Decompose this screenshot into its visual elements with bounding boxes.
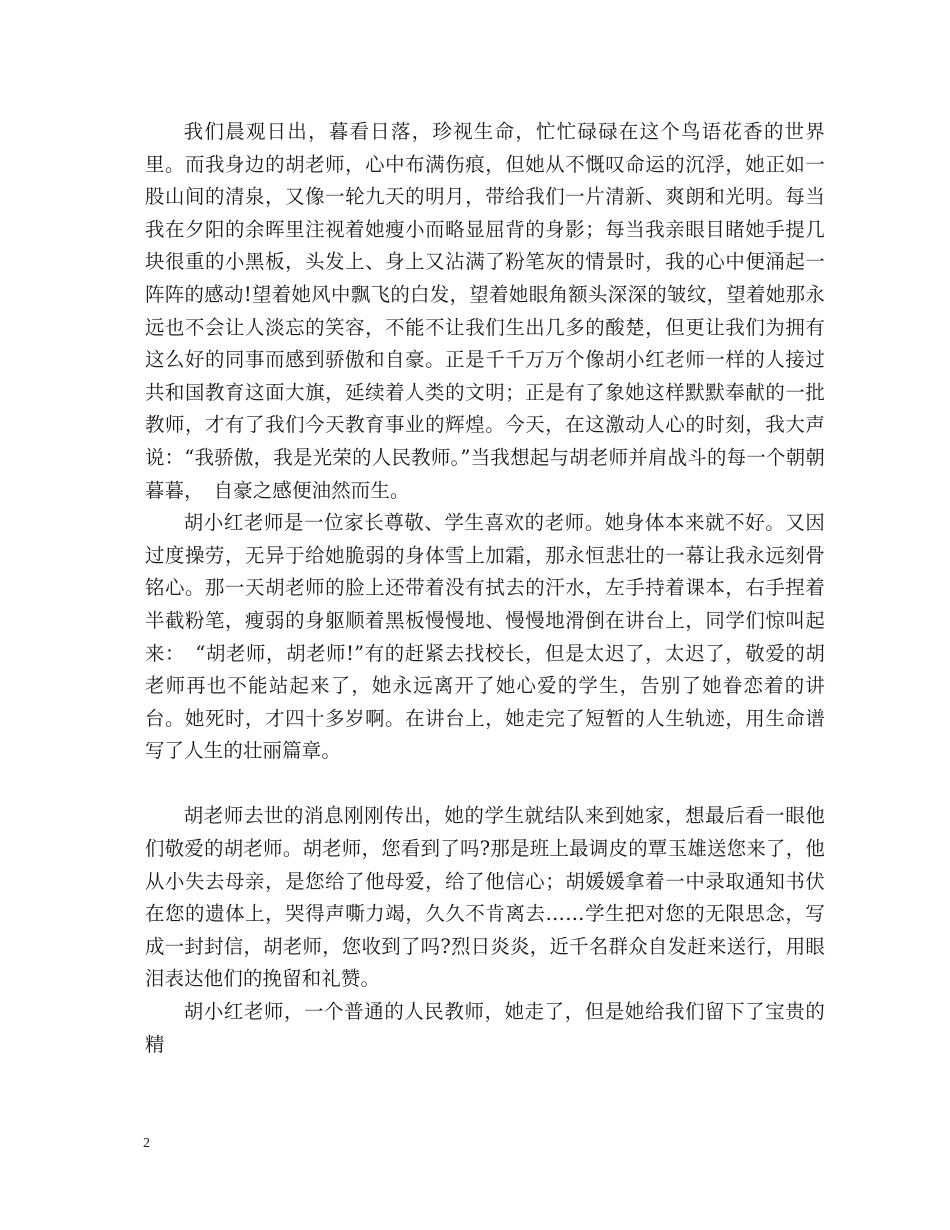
document-body <box>145 116 825 1061</box>
paragraph-3: 胡老师去世的消息刚刚传出，她的学生就结队来到她家，想最后看一眼他们敬爱的胡老师。胡老师，您看到了吗?那是班上最调皮的覃玉雄送您来了，他从小失去母亲，是您给了他母爱，给了他信心；胡媛媛拿着一中录取通知书伏在您的遗体上，哭得声嘶力竭，久久不肯离去……学生把对您的无限思念，写成一封封信，胡老师，您收到了吗?烈日炎炎，近千名群众自发赶来送行，用眼泪表达他们的挽留和礼赞。 <box>145 804 825 991</box>
paragraph-2: 胡小红老师是一位家长尊敬、学生喜欢的老师。她身体本来就不好。又因过度操劳，无异于给她脆弱的身体雪上加霜，那永恒悲壮的一幕让我永远刻骨铭心。那一天胡老师的脸上还带着没有拭去的汗水，左手持着课本，右手捏着半截粉笔，瘦弱的身躯顺着黑板慢慢地、慢慢地滑倒在讲台上，同学们惊叫起来： “胡老师，胡老师!”有的赶紧去找校长，但是太迟了，太迟了，敬爱的胡老师再也不能站起来了，她永远离开了她心爱的学生，告别了她眷恋着的讲台。她死时，才四十多岁啊。在讲台上，她走完了短暂的人生轨迹，用生命谱写了人生的壮丽篇章。 <box>145 511 825 763</box>
paragraph-spacer <box>145 768 825 801</box>
page-number: 2 <box>143 1136 150 1151</box>
paragraph-1: 我们晨观日出，暮看日落，珍视生命，忙忙碌碌在这个鸟语花香的世界里。而我身边的胡老师，心中布满伤痕，但她从不慨叹命运的沉浮，她正如一股山间的清泉，又像一轮九天的明月，带给我们一片清新、爽朗和光明。每当我在夕阳的余晖里注视着她瘦小而略显屈背的身影；每当我亲眼目睹她手提几块很重的小黑板，头发上、身上又沾满了粉笔灰的情景时，我的心中便涌起一阵阵的感动!望着她风中飘飞的白发，望着她眼角额头深深的皱纹，望着她那永远也不会让人淡忘的笑容，不能不让我们生出几多的酸楚，但更让我们为拥有这么好的同事而感到骄傲和自豪。正是千千万万个像胡小红老师一样的人接过共和国教育这面大旗，延续着人类的文明；正是有了象她这样默默奉献的一批教师，才有了我们今天教育事业的辉煌。今天，在这激动人心的时刻，我大声说：“我骄傲，我是光荣的人民教师。”当我想起与胡老师并肩战斗的每一个朝朝暮暮， 自豪之感便油然而生。 <box>145 120 825 502</box>
paragraph-4: 胡小红老师，一个普通的人民教师，她走了，但是她给我们留下了宝贵的精 <box>145 1000 825 1056</box>
